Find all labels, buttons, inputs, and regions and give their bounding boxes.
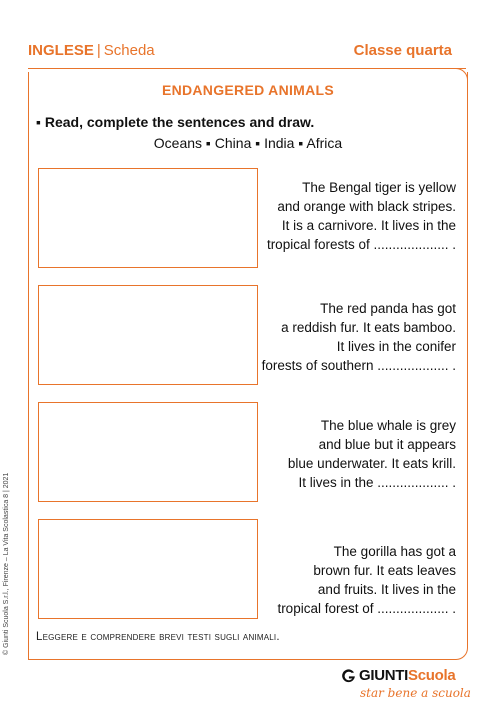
publisher-logo xyxy=(340,666,471,706)
text-line: The Bengal tiger is yellow xyxy=(302,180,456,195)
word-options: Oceans ▪ China ▪ India ▪ Africa xyxy=(153,135,343,151)
logo-tagline: star bene a scuola xyxy=(360,686,471,700)
text-line: The gorilla has got a xyxy=(333,544,456,559)
logo-brand-accent: Scuola xyxy=(408,667,456,684)
text-line: The blue whale is grey xyxy=(320,418,456,433)
animal-text-4 xyxy=(256,542,456,618)
header-subject xyxy=(28,42,155,59)
footer-objective: Leggere e comprendere brevi testi sugli animali. xyxy=(36,631,280,643)
worksheet-title: ENDANGERED ANIMALS xyxy=(161,82,335,98)
sheet-type-label: Scheda xyxy=(103,42,155,59)
text-line: and fruits. It lives in the xyxy=(317,582,456,597)
text-line: blue underwater. It eats krill. xyxy=(287,456,456,471)
drawing-box-2[interactable] xyxy=(38,285,258,385)
text-line: It is a carnivore. It lives in the xyxy=(281,218,456,233)
drawing-box-3[interactable] xyxy=(38,402,258,502)
header-divider xyxy=(28,68,466,69)
subject-label: INGLESE xyxy=(28,42,94,59)
text-line-blank[interactable]: forests of southern ................... . xyxy=(261,358,456,373)
drawing-box-4[interactable] xyxy=(38,519,258,619)
animal-text-3 xyxy=(256,416,456,492)
instruction-text: ▪ Read, complete the sentences and draw. xyxy=(36,114,315,130)
text-line-blank[interactable]: tropical forests of .................... . xyxy=(266,237,456,252)
text-line: brown fur. It eats leaves xyxy=(313,563,456,578)
giunti-g-icon xyxy=(340,667,357,684)
text-line: and blue but it appears xyxy=(318,437,456,452)
animal-text-1 xyxy=(256,178,456,254)
logo-wordmark xyxy=(359,667,455,684)
text-line: The red panda has got xyxy=(320,301,456,316)
text-line: a reddish fur. It eats bamboo. xyxy=(281,320,456,335)
text-line-blank[interactable]: tropical forest of ................... . xyxy=(277,601,456,616)
frame-corner xyxy=(454,68,468,82)
logo-brand-main: GIUNTI xyxy=(359,667,409,684)
text-line-blank[interactable]: It lives in the ................... . xyxy=(298,475,456,490)
grade-label: Classe quarta xyxy=(353,42,452,59)
text-line: and orange with black stripes. xyxy=(277,199,456,214)
drawing-box-1[interactable] xyxy=(38,168,258,268)
text-line: It lives in the conifer xyxy=(336,339,456,354)
copyright-sidebar: © Giunti Scuola S.r.l., Firenze – La Vita Scolastica 8 | 2021 xyxy=(3,472,10,655)
animal-text-2 xyxy=(256,299,456,375)
header-separator: | xyxy=(96,42,101,59)
